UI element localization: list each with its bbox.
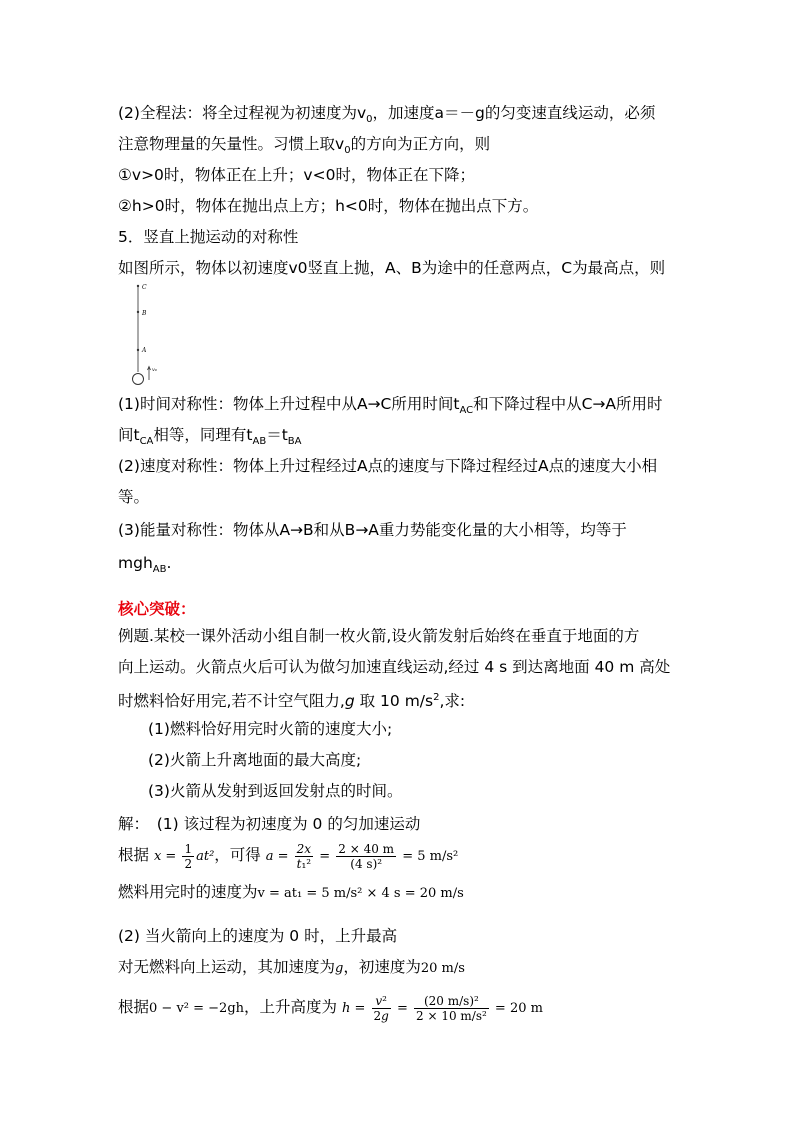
paragraph-line: 等。 <box>118 488 150 506</box>
question-2: (2)火箭上升离地面的最大高度; <box>148 751 362 769</box>
text: (1)时间对称性：物体上升过程中从A→C所用时间t <box>118 395 460 413</box>
math: x = <box>153 849 181 864</box>
solution-equation-line <box>118 838 458 874</box>
text: 燃料用完时的速度为 <box>118 883 258 901</box>
ball-icon <box>133 374 144 385</box>
solution-step: 解： (1) 该过程为初速度为 0 的匀加速运动 <box>118 815 421 833</box>
paragraph-line: 如图所示，物体以初速度v0竖直上抛，A、B为途中的任意两点，C为最高点，则 <box>118 259 666 277</box>
text: 间t <box>118 426 140 444</box>
paragraph-full-process <box>118 103 655 130</box>
point-a-dot <box>137 349 139 351</box>
vertical-throw-diagram <box>128 282 158 387</box>
math: = 20 m <box>490 1001 543 1016</box>
text: 和下降过程中从C→A所用时 <box>473 395 663 413</box>
text: ，上升高度为 <box>244 998 338 1016</box>
text: ＝t <box>266 426 288 444</box>
solution-step <box>118 882 464 904</box>
text: ,求: <box>439 692 466 711</box>
subscript: AC <box>459 405 474 417</box>
math: a = <box>265 849 293 864</box>
equation: h = $\frac{\text{v²}}{2g}$ = $\frac{\text{(20 m/s)²}}{\text{2 × 10 m/s²}}$ = 20 m <box>341 994 543 1023</box>
question-1: (1)燃料恰好用完时火箭的速度大小; <box>148 720 393 738</box>
point-b-dot <box>137 311 139 313</box>
example-text: 向上运动。火箭点火后可认为做匀加速直线运动,经过 4 s 到达离地面 40 m 高处 <box>118 658 671 676</box>
text: (2)全程法：将全过程视为初速度为v <box>118 104 367 122</box>
example-text: 例题.某校一课外活动小组自制一枚火箭,设火箭发射后始终在垂直于地面的方 <box>118 627 640 645</box>
text: . <box>166 554 172 572</box>
math: = 5 m/s² <box>398 849 459 864</box>
equation: v = at₁ = 5 m/s² × 4 s = 20 m/s <box>257 886 464 901</box>
equation: 0 − v² = −2gh <box>149 1001 245 1016</box>
subscript: BA <box>287 436 302 448</box>
subscript: 0 <box>366 114 373 126</box>
point-c-dot <box>137 285 139 287</box>
equation: x = $\frac{1}{2}$ at² <box>153 842 215 871</box>
text: g <box>344 692 355 711</box>
label-b: B <box>142 310 147 317</box>
text: ，可得 <box>214 846 261 864</box>
equation: a = $\frac{2x}{\text{t₁²}}$ = $\frac{2 \times 40 m}{\text{(4 s)²}}$ = 5 m/s² <box>265 842 459 871</box>
example-text <box>118 688 465 711</box>
list-item: ①v>0时，物体正在上升；v<0时，物体正在下降； <box>118 166 475 184</box>
paragraph-line <box>118 553 171 580</box>
section-heading: 5．竖直上抛运动的对称性 <box>118 228 299 246</box>
subscript: AB <box>152 564 167 576</box>
time-symmetry <box>118 394 663 421</box>
label-a: A <box>142 347 147 354</box>
core-heading: 核心突破： <box>118 600 196 618</box>
text: ，加速度a＝－g的匀变速直线运动，必须 <box>372 104 656 122</box>
math: at² <box>196 849 215 864</box>
math: 20 m/s <box>420 961 465 976</box>
subscript: 0 <box>344 145 351 157</box>
energy-symmetry: (3)能量对称性：物体从A→B和从B→A重力势能变化量的大小相等，均等于 <box>118 521 627 539</box>
text: 根据 <box>118 998 150 1016</box>
superscript: 2 <box>433 692 440 703</box>
text: ，初速度为 <box>343 958 421 976</box>
list-item: ②h>0时，物体在抛出点上方；h<0时，物体在抛出点下方。 <box>118 197 539 215</box>
text: mgh <box>118 554 153 572</box>
text: 根据 <box>118 846 150 864</box>
solution-step <box>118 957 465 979</box>
text: 时燃料恰好用完,若不计空气阻力, <box>118 692 345 711</box>
text: 对无燃料向上运动，其加速度为 <box>118 958 336 976</box>
text: 注意物理量的矢量性。习惯上取v <box>118 135 345 153</box>
paragraph-line <box>118 134 490 161</box>
math: h = <box>341 1001 370 1016</box>
question-3: (3)火箭从发射到返回发射点的时间。 <box>148 782 403 800</box>
subscript: AB <box>252 436 267 448</box>
velocity-symmetry: (2)速度对称性：物体上升过程经过A点的速度与下降过程经过A点的速度大小相 <box>118 457 658 475</box>
label-v0: v₀ <box>152 367 157 373</box>
paragraph-line <box>118 425 301 452</box>
subscript: CA <box>139 436 154 448</box>
text: 相等，同理有t <box>153 426 253 444</box>
text: 的方向为正方向，则 <box>350 135 491 153</box>
text: 取 10 m/s <box>354 692 434 711</box>
math: g <box>335 961 344 976</box>
solution-step: (2) 当火箭向上的速度为 0 时，上升最高 <box>118 927 398 945</box>
solution-equation-line <box>118 990 543 1026</box>
label-c: C <box>142 284 147 291</box>
